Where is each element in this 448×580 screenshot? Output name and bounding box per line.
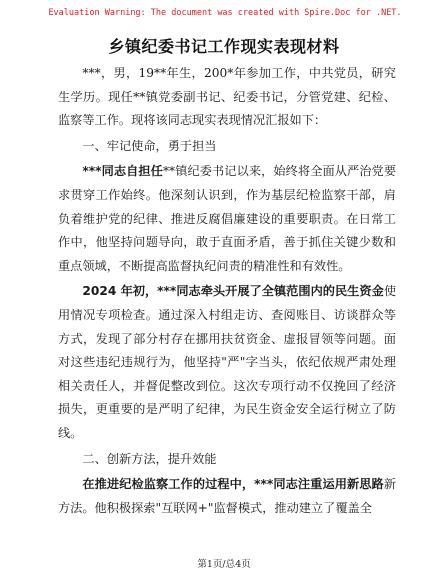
section-heading-1 — [58, 135, 396, 159]
paragraph-2-lead: 2024 年初，***同志牵头开展了全镇范围内的民生资金 — [82, 284, 384, 299]
intro-paragraph: ***，男，19**年生，200*年参加工作，中共党员，研究生学历。现任**镇党委副书记、纪委书记，分管党建、纪检、监察等工作。现将该同志现实表现情况汇报如下： — [58, 66, 396, 128]
paragraph-1-text: **镇纪委书记以来，始终将全面从严治党要求贯穿工作始终。他深刻认识到，作为基层纪检监察干部，肩负着维护党的纪律、推进反腐倡廉建设的重要职责。在日常工作中，他坚持问题导向，敢于直面矛盾，善于抓住关键少数和重点领域，不断提高监督执纪问责的精准性和有效性。 — [58, 164, 397, 273]
page-footer: 第1页/总4页 — [197, 559, 251, 570]
paragraph-3-text: 新方法。他积极探索"互联网+"监督模式，推动建立了覆盖全 — [58, 477, 396, 515]
document-body — [58, 62, 396, 522]
paragraph-3-lead: 在推进纪检监察工作的过程中，***同志注重运用新思路 — [82, 477, 384, 492]
evaluation-warning: Evaluation Warning: The document was created with Spire.Doc for .NET. — [48, 8, 402, 18]
paragraph-2 — [58, 280, 396, 445]
paragraph-2-text: 使用情况专项检查。通过深入村组走访、查阅账目、访谈群众等方式，发现了部分村存在挪用扶贫资金、虚报冒领等问题。面对这些违纪违规行为，他坚持"严"字当头，依纪依规严肃处理相关责任人，并督促整改到位。这次专项行动不仅挽回了经济损失，更重要的是严明了纪律，为民生资金安全运行树立了防线。 — [58, 284, 396, 440]
section-heading-1-text: 一、牢记使命，勇于担当 — [82, 138, 217, 153]
section-heading-2-text: 二、创新方法，提升效能 — [82, 451, 217, 466]
paragraph-3 — [58, 473, 396, 520]
paragraph-1-lead: ***同志自担任 — [82, 164, 163, 179]
paragraph-1 — [58, 160, 396, 278]
section-heading-2 — [58, 448, 396, 472]
document-title: 乡镇纪委书记工作现实表现材料 — [108, 37, 340, 56]
